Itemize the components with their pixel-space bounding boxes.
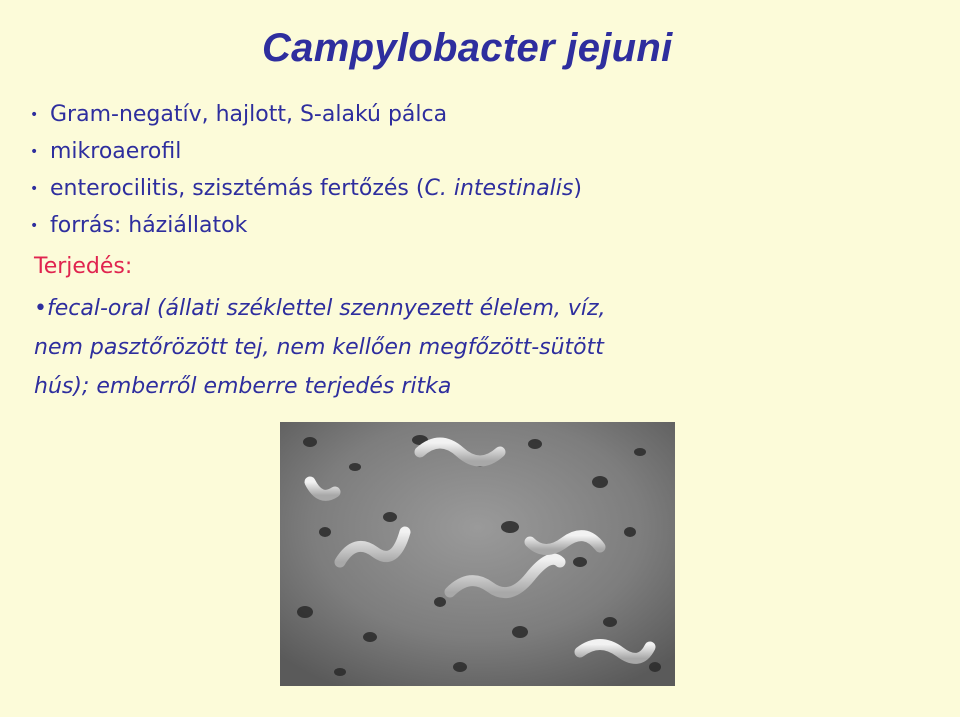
micrograph-illustration-icon — [280, 422, 675, 686]
bullet-item — [30, 207, 930, 244]
bullet-text: Gram-negatív, hajlott, S-alakú pálca — [50, 102, 448, 127]
bullet-item — [30, 170, 930, 207]
transmission-line-1: •fecal-oral (állati széklettel szennyezett élelem, víz, — [34, 296, 606, 321]
bullet-text: forrás: háziállatok — [50, 213, 248, 238]
transmission-line-2: nem pasztőrözött tej, nem kellően megfőzött-sütött — [34, 335, 604, 360]
bullet-list — [30, 96, 930, 244]
slide-title: Campylobacter jejuni — [262, 26, 673, 70]
bullet-text-suffix: ) — [573, 176, 582, 201]
bullet-icon: • — [30, 217, 39, 234]
section-label-transmission: Terjedés: — [34, 254, 133, 279]
bullet-text-prefix: enterocilitis, szisztémás fertőzés ( — [50, 176, 425, 201]
bullet-icon: • — [30, 143, 39, 160]
bullet-item — [30, 96, 930, 133]
bullet-icon: • — [30, 180, 39, 197]
bullet-text: mikroaerofil — [50, 139, 182, 164]
bullet-text-italic: C. intestinalis — [424, 176, 574, 201]
electron-micrograph-image — [280, 422, 675, 686]
transmission-line-3: hús); emberről emberre terjedés ritka — [34, 374, 452, 399]
transmission-paragraph — [34, 289, 934, 406]
bullet-icon: • — [30, 106, 39, 123]
bullet-item — [30, 133, 930, 170]
